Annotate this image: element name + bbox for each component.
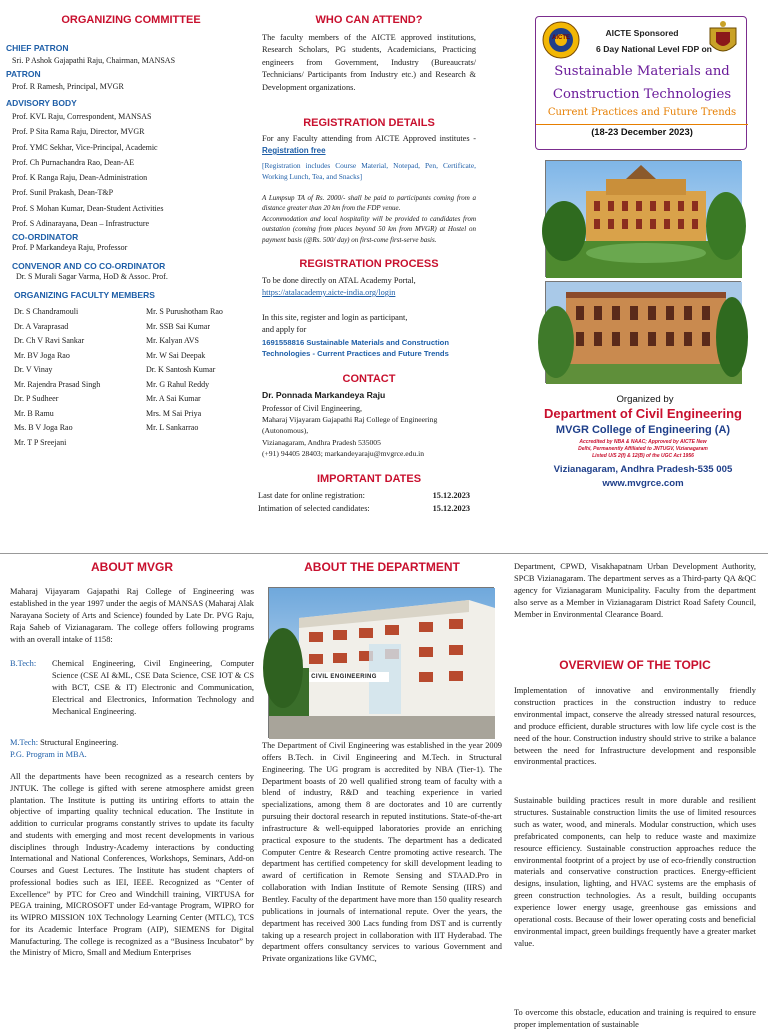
advisory-member: Prof. YMC Sekhar, Vice-Principal, Academic xyxy=(12,142,158,152)
faculty-member: Mr. W Sai Deepak xyxy=(146,350,206,360)
faculty-list-left xyxy=(14,305,144,450)
advisory-heading: ADVISORY BODY xyxy=(6,98,77,108)
contact-name: Dr. Ponnada Markandeya Raju xyxy=(262,390,386,400)
convenor: Dr. S Murali Sagar Varma, HoD & Assoc. Prof. xyxy=(16,272,168,281)
dates-title: IMPORTANT DATES xyxy=(316,473,422,485)
overview-title: OVERVIEW OF THE TOPIC xyxy=(559,658,711,672)
mtech-programs: Structural Engineering. xyxy=(40,738,119,747)
organizing-committee xyxy=(6,14,256,26)
date-label: Intimation of selected candidates: xyxy=(258,504,370,513)
faculty-list-right xyxy=(146,305,258,436)
registration-text: For any Faculty attending from AICTE Approved institutes - xyxy=(262,134,476,143)
faculty-member: Mr. A Sai Kumar xyxy=(146,394,201,403)
organizer-accreditation: Accredited by NBA & NAAC; Approved by AICTE New Delhi, Permanently Affiliated to JNTUGV, Vizianagaram Listed U/S 2(f) & 12(B) of the UGC Act 1956 xyxy=(578,439,708,459)
faculty-member: Mr. L Sankarrao xyxy=(146,423,199,432)
advisory-member: Prof. K Ranga Raju, Dean-Administration xyxy=(12,173,148,183)
registration-intro xyxy=(262,133,476,157)
about-mvgr-p1: Maharaj Vijayaram Gajapathi Raj College of Engineering was established in the year 1997 under the aegis of MANSAS (Maharaj Alak Narayana Society of Arts and Science) founded by Late Dr. PVG Raju, Raja Saheb of Vizianagaram. The college offers following programs with an overall intake of 1158: xyxy=(10,587,254,644)
btech-label: B.Tech: xyxy=(10,659,37,668)
overview-p1: Implementation of innovative and environmentally friendly construction practices in the construction industry to reduce environmental impact, conserve the already stressed natural resources, and produce efficient, durable structures with low life cycle cost is the need of the hour. Construction industry should strive to strike a balance between the need for Infrastructure development and responsible environmental practices. xyxy=(514,686,756,767)
civil-department-photo xyxy=(268,587,494,738)
coordinator-heading: CO-ORDINATOR xyxy=(12,232,79,242)
contact-phone: (+91) 94405 28403; markandeyaraju@mvgrce.edu.in xyxy=(262,449,425,458)
faculty-member: Dr. P Sudheer xyxy=(14,394,59,403)
patron: Prof. R Ramesh, Principal, MVGR xyxy=(12,82,124,91)
overview-p3: To overcome this obstacle, education and training is required to ensure proper implementation of sustainable xyxy=(514,1008,756,1029)
faculty-member: Ms. B V Joga Rao xyxy=(14,423,73,432)
page-divider xyxy=(0,553,768,554)
process-line2: In this site, register and login as participant, xyxy=(262,313,408,322)
banner-divider xyxy=(536,124,748,125)
registration-free-link[interactable]: Registration free xyxy=(262,146,326,155)
faculty-member: Dr. V Vinay xyxy=(14,365,53,374)
organizer-website[interactable]: www.mvgrce.com xyxy=(602,478,684,489)
advisory-member: Prof. Sunil Prakash, Dean-T&P xyxy=(12,188,114,198)
attend-text: The faculty members of the AICTE approved institutions, Research Scholars, PG students, Academicians, Practicing engineers from Government, Industry (Bureaucrats/ Technicians/ Participants from Industry etc.) and Research & Development organizations. xyxy=(262,33,476,92)
process-line1: To be done directly on ATAL Academy Portal, xyxy=(262,276,416,285)
about-dept-text: The Department of Civil Engineering was established in the year 2009 offers B.Tech. in Civil Engineering and M.Tech. in Structural Engineering. The UG program is accredited by NBA (Tier-1). The Department boasts of 20 well qualified strong team of faculty with a blend of industry, R&D and teaching experience in varied specializations, among them 8 are doctorates and 10 are currently pursuing their doctoral research in reputed institutions. State-of-the-art infrastructure & well-equipped laboratories provide an enriching practical exposure to the students. The department has a dedicated Computer Centre & Research Centre promoting active research. The department has certified competency for skill development leading to award of certification in Remote Sensing and STAAD.Pro in collaboration with Indian Institute of Remote Sensing (IIRS) and Bentley. Faculty of the department have more than 150 quality research publications in journals of international repute. Over the years, the department has received 300 Lacs funding from DST and is currently taking up a research project in collaboration with IIT Hyderabad. The department offers consultancy services to various Government and Private organizations like GVMC, xyxy=(262,741,502,964)
date-label: Last date for online registration: xyxy=(258,491,365,500)
organizer-college: MVGR College of Engineering (A) xyxy=(555,424,731,436)
faculty-member: Mrs. M Sai Priya xyxy=(146,408,202,418)
faculty-member: Dr. K Santosh Kumar xyxy=(146,365,216,374)
organizer-address: Vizianagaram, Andhra Pradesh-535 005 xyxy=(553,464,733,475)
patron-heading: PATRON xyxy=(6,69,41,79)
organizer-dept: Department of Civil Engineering xyxy=(544,406,742,421)
advisory-member: Prof. KVL Raju, Correspondent, MANSAS xyxy=(12,112,152,121)
dept-continued-text: Department, CPWD, Visakhapatnam Urban Development Authority, SPCB Vizianagaram. The department serves as a Third-party QA &QC agency for Vizianagaram Municipality. Faculty from the department also serve as a Member in Vizianagaram District Road Safety Council, Member in Environmental Clearance Board. xyxy=(514,562,756,619)
faculty-heading: ORGANIZING FACULTY MEMBERS xyxy=(14,290,155,300)
about-mvgr-title: ABOUT MVGR xyxy=(91,560,173,574)
advisory-member: Prof. P Sita Rama Raju, Director, MVGR xyxy=(12,127,145,137)
building-sign: CIVIL ENGINEERING xyxy=(311,674,377,680)
faculty-member: Mr. BV Joga Rao xyxy=(14,350,70,360)
attend-title: WHO CAN ATTEND? xyxy=(315,14,423,26)
advisory-member: Prof. S Adinarayana, Dean – Infrastructure xyxy=(12,219,150,229)
convenor-heading: CONVENOR AND CO CO-ORDINATOR xyxy=(12,261,166,271)
dates-table xyxy=(258,489,488,515)
faculty-member: Mr. T P Sreejani xyxy=(14,437,67,447)
date-value: 15.12.2023 xyxy=(432,491,470,500)
faculty-member: Mr. SSB Sai Kumar xyxy=(146,321,211,331)
advisory-list xyxy=(12,109,163,231)
date-row xyxy=(258,489,488,502)
registration-includes: [Registration includes Course Material, Notepad, Pen, Certificate, Working Lunch, Tea, and Snacks] xyxy=(262,161,476,181)
about-mvgr-btech xyxy=(10,658,254,718)
date-value: 15.12.2023 xyxy=(432,504,470,513)
date-row xyxy=(258,502,488,515)
faculty-member: Dr. Ch V Ravi Sankar xyxy=(14,336,85,345)
process-course: 1691558816 Sustainable Materials and Construction Technologies - Current Practices and Future Trends xyxy=(262,338,449,358)
registration-accommodation: Accommodation and local hospitality will be provided to candidates from outstation (coming from places beyond 50 km from MVGR) at Hostel on payment basis (@Rs. 500/ day) on first-come first-serve basis. xyxy=(262,215,476,244)
title-banner xyxy=(535,16,747,150)
chief-patron-heading: CHIEF PATRON xyxy=(6,43,69,53)
overview-p2: Sustainable building practices result in more durable and resilient structures. Sustainable construction limits the use of limited resources such as water, wood, and minerals. Modular construction, which uses prefabricated components, can help to reduce waste and maximize resource efficiency. Sustainable construction approaches reduce the environmental footprint of a project by use of eco-friendly construction materials and conservative construction practices. Energy-efficient designs, insulation, lighting, and HVAC systems are the emphasis of green construction technologies. As a result, building occupants experience lower energy usage, greenhouse gas emissions and operational costs. Because of their lower operating costs and beneficial environmental impact, green buildings frequently have a greater market value. xyxy=(514,796,756,948)
faculty-member: Mr. Rajendra Prasad Singh xyxy=(14,379,101,389)
faculty-member: Dr. S Chandramouli xyxy=(14,307,79,316)
mtech-label: M.Tech: xyxy=(10,738,39,747)
registration-title: REGISTRATION DETAILS xyxy=(303,117,435,129)
banner-subtitle: Current Practices and Future Trends xyxy=(547,107,737,118)
advisory-member: Prof. Ch Purnachandra Rao, Dean-AE xyxy=(12,157,135,167)
advisory-member: Prof. S Mohan Kumar, Dean-Student Activities xyxy=(12,203,164,213)
about-dept-title: ABOUT THE DEPARTMENT xyxy=(304,560,460,574)
faculty-member: Mr. Kalyan AVS xyxy=(146,336,199,345)
process-title: REGISTRATION PROCESS xyxy=(299,258,439,270)
about-mvgr-pg: P.G. Program in MBA. xyxy=(10,750,87,759)
campus-photo-main-building xyxy=(545,160,741,277)
about-mvgr-mtech xyxy=(10,737,118,749)
faculty-member: Dr. A Varaprasad xyxy=(14,321,69,331)
contact-title: CONTACT xyxy=(342,373,396,385)
contact-address: Vizianagaram, Andhra Pradesh 535005 xyxy=(262,438,381,447)
organized-by: Organized by xyxy=(616,394,674,405)
chief-patron: Sri. P Ashok Gajapathi Raju, Chairman, MANSAS xyxy=(12,56,176,65)
coordinator: Prof. P Markandeya Raju, Professor xyxy=(12,243,128,252)
faculty-member: Mr. B Ramu xyxy=(14,408,54,418)
mansas-crest-icon xyxy=(704,20,742,60)
banner-title: Sustainable Materials and Construction Technologies xyxy=(552,64,732,102)
banner-dates: (18-23 December 2023) xyxy=(591,126,693,137)
registration-ta: A Lumpsup TA of Rs. 2000/- shall be paid to participants coming from a distance greater than 20 km from the FDP venue. xyxy=(262,194,476,213)
btech-programs: Chemical Engineering, Civil Engineering, Computer Science (CSE AI &ML, CSE Data Science, CSE IOT & CS with BCT, CSE & IT) Electronic and Communication, Electrical and Electronics, Information Technology and Mechanical Engineering. xyxy=(52,659,254,716)
atal-portal-link[interactable]: https://atalacademy.aicte-india.org/login xyxy=(262,288,396,297)
faculty-member: Mr. G Rahul Reddy xyxy=(146,379,210,389)
campus-photo-block xyxy=(545,281,741,383)
contact-role: Professor of Civil Engineering, xyxy=(262,404,362,413)
committee-title: ORGANIZING COMMITTEE xyxy=(61,14,201,26)
banner-sponsor: AICTE Sponsored xyxy=(605,28,679,38)
faculty-member: Mr. S Purushotham Rao xyxy=(146,307,223,316)
contact-college: Maharaj Vijayaram Gajapathi Raj College of Engineering (Autonomous), xyxy=(262,415,438,435)
banner-fdp: 6 Day National Level FDP on xyxy=(596,44,712,54)
process-line3: and apply for xyxy=(262,325,307,334)
aicte-logo-text: AICTE xyxy=(552,35,570,41)
about-mvgr-p2: All the departments have been recognized as a research centers by JNTUK. The college is gifted with serene atmosphere amidst green plantation. The Institute is putting its untiring efforts to attain the objective of imparting quality technical education. The Institute in addition to curricular programs constantly strives to update its faculty and students with emerging and most recent developments in various disciplines through Industry-Academy interactions by conducting International and National Conferences, Workshops, Seminars, Add-on Courses and Guest Lectures. The Institute has student chapters of professional bodies such as IEI, IEEE. Recognized as “Center of Excellence” by PTC for Creo and Windchill training, VIRTUSA for PEGA training, MICROSOFT under Ed-vantage Program, WIPRO for its WIPRO MISSION 10X Technology Learning Center (MTLC), TCS for its Academic Interface Program (AIP), SIEMENS for Digital Manufacturing. The college is recognized as a “Business Incubator” by the Ministry of Micro, Small and Medium Enterprises xyxy=(10,772,254,958)
